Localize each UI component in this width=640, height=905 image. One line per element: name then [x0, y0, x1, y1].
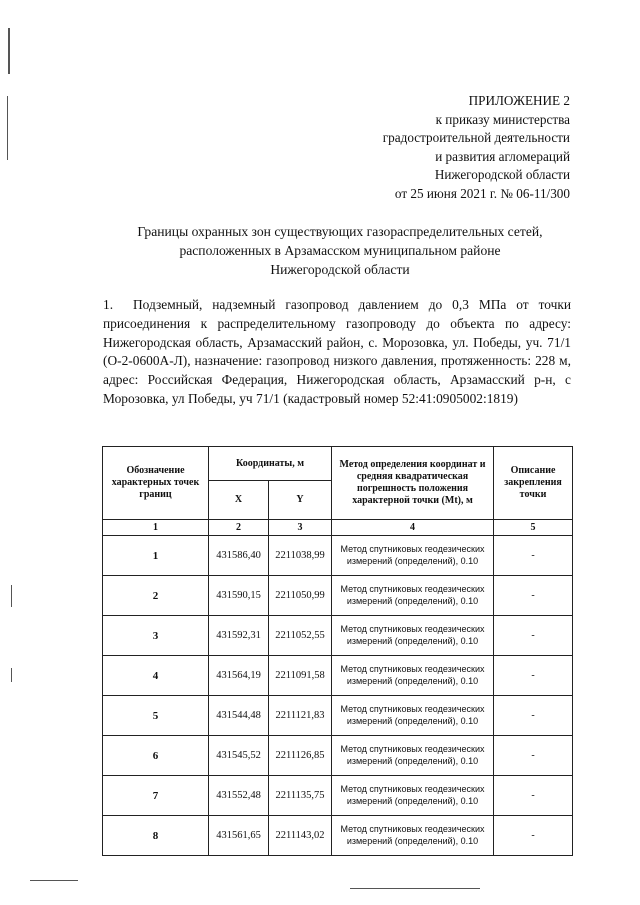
coord-y: 2211126,85: [269, 736, 332, 776]
appendix-line: к приказу министерства: [435, 111, 570, 127]
coord-y: 2211038,99: [269, 536, 332, 576]
coord-x: 431561,65: [209, 816, 269, 856]
coord-x: 431586,40: [209, 536, 269, 576]
title-line: Нижегородской области: [270, 262, 410, 277]
coordinates-table: [102, 446, 573, 856]
point-number: 3: [103, 616, 209, 656]
coord-x: 431552,48: [209, 776, 269, 816]
table-row: [103, 576, 573, 616]
method-cell: Метод спутниковых геодезических измерений (определений), 0.10: [332, 536, 494, 576]
appendix-date: от 25 июня 2021 г. № 06-11/300: [394, 185, 570, 201]
title-line: Границы охранных зон существующих газораспределительных сетей,: [137, 224, 543, 239]
method-cell: Метод спутниковых геодезических измерений (определений), 0.10: [332, 696, 494, 736]
method-cell: Метод спутниковых геодезических измерений (определений), 0.10: [332, 576, 494, 616]
section-text: Подземный, надземный газопровод давлением до 0,3 МПа от точки присоединения к распределительному газопроводу до объекта по адресу: Нижегородская область, Арзамасский район, с. Морозовка, ул. Победы, уч. 71/1 (О-2-0600А-Л), назначение: газопровод низкого давления, протяженность: 228 м, адрес: Российская Федерация, Нижегородская область, Арзамасский р-н, с Морозовка, ул Победы, уч 71/1 (кадастровый номер 52:41:0905002:1819): [103, 297, 571, 406]
scan-mark: [8, 28, 10, 74]
coord-y: 2211050,99: [269, 576, 332, 616]
coord-x: 431544,48: [209, 696, 269, 736]
coord-y: 2211121,83: [269, 696, 332, 736]
scan-mark: [11, 668, 12, 682]
coord-x: 431592,31: [209, 616, 269, 656]
point-number: 1: [103, 536, 209, 576]
section-number: 1.: [103, 297, 114, 312]
method-cell: Метод спутниковых геодезических измерений (определений), 0.10: [332, 816, 494, 856]
header-method: Метод определения координат и средняя квадратическая погрешность положения характерной точки (Mt), м: [332, 447, 494, 520]
description-cell: -: [494, 736, 573, 776]
coord-y: 2211143,02: [269, 816, 332, 856]
column-number: 1: [103, 520, 209, 536]
coord-x: 431545,52: [209, 736, 269, 776]
description-cell: -: [494, 696, 573, 736]
table-row: [103, 536, 573, 576]
description-cell: -: [494, 576, 573, 616]
description-cell: -: [494, 536, 573, 576]
table-row: [103, 816, 573, 856]
appendix-line: градостроительной деятельности: [382, 130, 570, 145]
scan-mark: [350, 888, 480, 889]
document-title: [60, 222, 620, 279]
scan-mark: [30, 880, 78, 881]
table-row: [103, 776, 573, 816]
coord-y: 2211091,58: [269, 656, 332, 696]
table-row: [103, 736, 573, 776]
description-cell: -: [494, 816, 573, 856]
point-number: 2: [103, 576, 209, 616]
description-cell: -: [494, 776, 573, 816]
appendix-line: Нижегородской области: [434, 167, 570, 182]
header-coordinates: Координаты, м: [209, 447, 332, 481]
coord-x: 431564,19: [209, 656, 269, 696]
coord-y: 2211135,75: [269, 776, 332, 816]
point-number: 6: [103, 736, 209, 776]
coord-y: 2211052,55: [269, 616, 332, 656]
method-cell: Метод спутниковых геодезических измерений (определений), 0.10: [332, 736, 494, 776]
header-designation: Обозначение характерных точек границ: [103, 447, 209, 520]
point-number: 8: [103, 816, 209, 856]
appendix-header: [383, 92, 570, 203]
point-number: 7: [103, 776, 209, 816]
point-number: 5: [103, 696, 209, 736]
scan-mark: [7, 96, 8, 160]
header-x: X: [209, 481, 269, 520]
coord-x: 431590,15: [209, 576, 269, 616]
column-number: 4: [332, 520, 494, 536]
column-number: 3: [269, 520, 332, 536]
method-cell: Метод спутниковых геодезических измерений (определений), 0.10: [332, 776, 494, 816]
appendix-title: ПРИЛОЖЕНИЕ 2: [468, 93, 570, 108]
method-cell: Метод спутниковых геодезических измерений (определений), 0.10: [332, 656, 494, 696]
description-cell: -: [494, 616, 573, 656]
column-number: 2: [209, 520, 269, 536]
description-cell: -: [494, 656, 573, 696]
header-description: Описание закрепления точки: [494, 447, 573, 520]
method-cell: Метод спутниковых геодезических измерений (определений), 0.10: [332, 616, 494, 656]
table-row: [103, 696, 573, 736]
scan-mark: [11, 585, 12, 607]
point-number: 4: [103, 656, 209, 696]
table-row: [103, 656, 573, 696]
table-row: [103, 616, 573, 656]
title-line: расположенных в Арзамасском муниципальном районе: [179, 243, 501, 258]
appendix-line: и развития агломераций: [435, 148, 570, 164]
header-y: Y: [269, 481, 332, 520]
column-number: 5: [494, 520, 573, 536]
section-paragraph: [103, 296, 571, 409]
